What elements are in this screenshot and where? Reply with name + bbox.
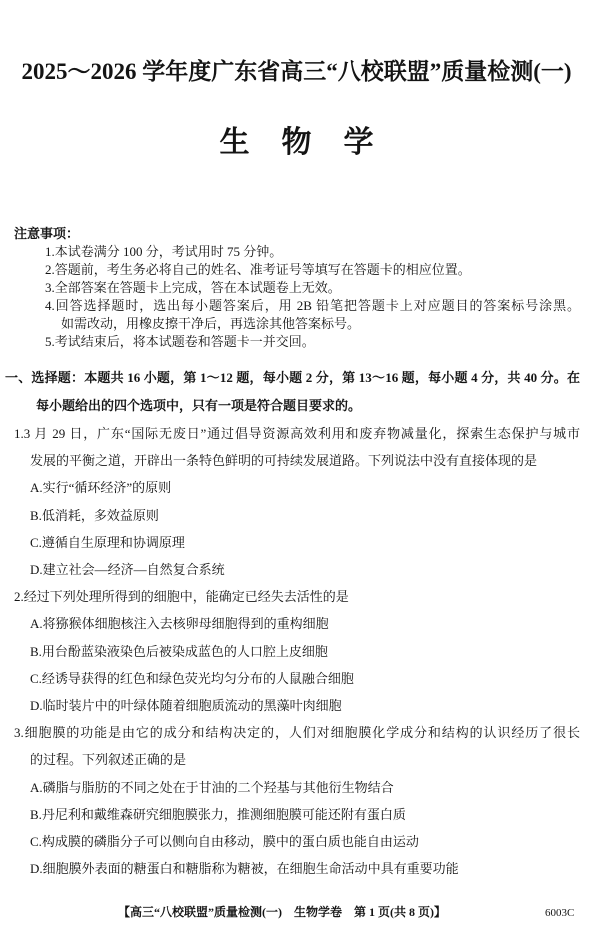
question-stem-line: 发展的平衡之道，开辟出一条特色鲜明的可持续发展道路。下列说法中没有直接体现的是 [30, 453, 538, 469]
option-b: B.用台酚蓝染液染色后被染成蓝色的人口腔上皮细胞 [30, 643, 328, 659]
notice-item-1: 1.本试卷满分 100 分，考试用时 75 分钟。 [45, 244, 283, 259]
question-list [0, 420, 580, 882]
question-stem-line: 2.经过下列处理所得到的细胞中，能确定已经失去活性的是 [14, 589, 349, 605]
option-d: D.建立社会—经济—自然复合系统 [30, 562, 225, 578]
section-heading-line-2: 每小题给出的四个选项中，只有一项是符合题目要求的。 [36, 398, 362, 413]
page-footer [0, 903, 593, 921]
notice-item-4-continued: 如需改动，用橡皮擦干净后，再选涂其他答案标号。 [61, 316, 361, 331]
notice-item-2: 2.答题前，考生务必将自己的姓名、准考证号等填写在答题卡的相应位置。 [45, 262, 471, 277]
footer-paper-code: 6003C [545, 907, 575, 919]
option-b: B.丹尼利和戴维森研究细胞膜张力，推测细胞膜可能还附有蛋白质 [30, 806, 406, 822]
question-stem-line: 1.3 月 29 日，广东“国际无废日”通过倡导资源高效利用和废弃物减量化，探索生态保护与城市 [14, 426, 580, 441]
notice-block [0, 225, 580, 351]
question-1 [0, 420, 580, 583]
exam-title: 2025～2026 学年度广东省高三“八校联盟”质量检测(一) [21, 59, 572, 84]
option-d: D.临时装片中的叶绿体随着细胞质流动的黑藻叶肉细胞 [30, 698, 342, 714]
option-a: A.实行“循环经济”的原则 [30, 480, 172, 496]
option-a: A.将猕猴体细胞核注入去核卵母细胞得到的重构细胞 [30, 616, 329, 632]
notice-item-5: 5.考试结束后，将本试题卷和答题卡一并交回。 [45, 334, 315, 349]
option-b: B.低消耗，多效益原则 [30, 507, 159, 523]
question-3 [0, 719, 580, 882]
footer-page-info: 【高三“八校联盟”质量检测(一) 生物学卷 第 1 页(共 8 页)】 [118, 905, 446, 919]
option-c: C.经诱导获得的红色和绿色荧光均匀分布的人鼠融合细胞 [30, 670, 354, 686]
option-d: D.细胞膜外表面的糖蛋白和糖脂称为糖被，在细胞生命活动中具有重要功能 [30, 861, 459, 877]
notice-item-4: 4.回答选择题时，选出每小题答案后，用 2B 铅笔把答题卡上对应题目的答案标号涂黑。 [45, 298, 580, 313]
question-2 [0, 583, 580, 719]
section-heading [0, 364, 580, 420]
option-c: C.构成膜的磷脂分子可以侧向自由移动，膜中的蛋白质也能自由运动 [30, 834, 419, 850]
option-a: A.磷脂与脂肪的不同之处在于甘油的二个羟基与其他衍生物结合 [30, 779, 394, 795]
question-stem-line: 3.细胞膜的功能是由它的成分和结构决定的，人们对细胞膜化学成分和结构的认识经历了很长 [14, 725, 580, 741]
option-c: C.遵循自生原理和协调原理 [30, 534, 185, 550]
section-heading-line-1: 一、选择题：本题共 16 小题，第 1～12 题，每小题 2 分，第 13～16 题，每小题 4 分，共 40 分。在 [5, 370, 580, 385]
subject-title: 生物学 [219, 126, 406, 159]
notice-item-3: 3.全部答案在答题卡上完成，答在本试题卷上无效。 [45, 280, 341, 295]
question-stem-line: 的过程。下列叙述正确的是 [30, 752, 187, 768]
notice-heading: 注意事项： [14, 226, 80, 241]
